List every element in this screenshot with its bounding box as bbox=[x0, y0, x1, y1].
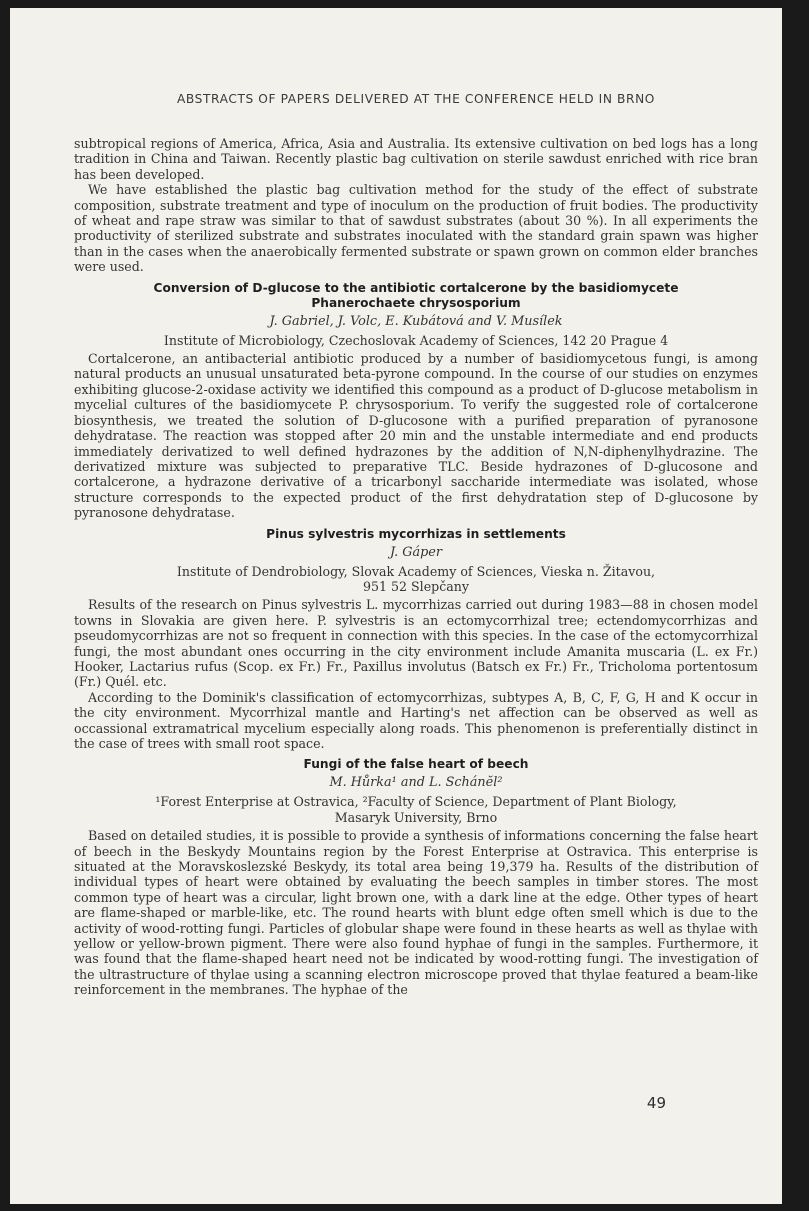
abstract-1-title-line-2: Phanerochaete chrysosporium bbox=[311, 295, 521, 310]
abstract-1-authors: J. Gabriel, J. Volc, E. Kubátová and V. Musílek bbox=[269, 313, 563, 329]
document-page bbox=[10, 8, 782, 1204]
abstract-3-authors: M. Hůrka¹ and L. Schánĕl² bbox=[329, 775, 503, 791]
page-number: 49 bbox=[646, 1094, 666, 1112]
abstract-1-affiliation: Institute of Microbiology, Czechoslovak Academy of Sciences, 142 20 Prague 4 bbox=[163, 332, 669, 348]
abstract-3-affiliation bbox=[74, 794, 758, 825]
abstract-1-title-line-1: Conversion of D-glucose to the antibiotic cortalcerone by the basidiomycete bbox=[153, 280, 679, 295]
abstract-3-affiliation-line-2: Masaryk University, Brno bbox=[334, 809, 498, 825]
abstract-2-authors: J. Gáper bbox=[389, 544, 442, 560]
intro-paragraph-1: subtropical regions of America, Africa, Asia and Australia. Its extensive cultivation on bed logs has a long tradition in China and Taiwan. Recently plastic bag cultivation on sterile sawdust enriched with rice bran has been developed. bbox=[74, 136, 758, 182]
abstract-1-body: Cortalcerone, an antibacterial antibiotic produced by a number of basidiomycetous fungi, is among natural products an unusual unsaturated beta-pyrone compound. In the course of our studies on enzymes exhibiting glucose-2-oxidase activity we identified this compound as a product of D-glucose metabolism in mycelial cultures of the basidiomycete P. chrysosporium. To verify the suggested role of cortalcerone biosynthesis, we treated the solution of D-glucosone with a purified preparation of pyranosone dehydratase. The reaction was stopped after 20 min and the unstable intermediate and end products immediately derivatized to well defined hydrazones by the addition of N,N-diphenylhydrazine. The derivatized mixture was subjected to preparative TLC. Beside hydrazones of D-glucosone and cortalcerone, a hydrazone derivative of a tricarbonyl saccharide intermediate was isolated, whose structure corresponds to the expected product of the first dehydratation step of D-glucosone by pyranosone dehydratase. bbox=[74, 351, 758, 521]
intro-paragraph-2: We have established the plastic bag cultivation method for the study of the effect of substrate composition, substrate treatment and type of inoculum on the production of fruit bodies. The productivity of wheat and rape straw was similar to that of sawdust substrates (about 30 %). In all experiments the productivity of sterilized substrate and substrates inoculated with the standard grain spawn was higher than in the cases when the anaerobically fermented substrate or spawn grown on common elder branches were used. bbox=[74, 182, 758, 275]
running-head: ABSTRACTS OF PAPERS DELIVERED AT THE CONFERENCE HELD IN BRNO bbox=[176, 92, 655, 106]
abstract-2-affiliation bbox=[74, 564, 758, 595]
abstract-2-paragraph-1: Results of the research on Pinus sylvestris L. mycorrhizas carried out during 1983—88 in chosen model towns in Slovakia are given here. P. sylvestris is an ectomycorrhizal tree; ectendomycorrhizas and pseudomycorrhizas are not so frequent in connection with this species. In the case of the ectomycorrhizal fungi, the most abundant ones occurring in the city environment include Amanita muscaria (L. ex Fr.) Hooker, Lactarius rufus (Scop. ex Fr.) Fr., Paxillus involutus (Batsch ex Fr.) Fr., Tricholoma portentosum (Fr.) Quél. etc. bbox=[74, 597, 758, 690]
abstract-2-affiliation-line-2: 951 52 Slepčany bbox=[362, 578, 470, 594]
abstract-2-title: Pinus sylvestris mycorrhizas in settlements bbox=[266, 526, 566, 541]
abstract-3-title: Fungi of the false heart of beech bbox=[303, 757, 529, 772]
abstract-3-body: Based on detailed studies, it is possible to provide a synthesis of informations concerning the false heart of beech in the Beskydy Mountains region by the Forest Enterprise at Ostravica. This enterprise is situated at the Moravskoslezské Beskydy, its total area being 19,379 ha. Results of the distribution of individual types of heart were obtained by evaluating the beech samples in timber stores. The most common type of heart was a circular, light brown one, with a dark line at the edge. Other types of heart are flame-shaped or marble-like, etc. The round hearts with blunt edge often smell which is due to the activity of wood-rotting fungi. Particles of globular shape were found in these hearts as well as thylae with yellow or yellow-brown pigment. There were also found hyphae of fungi in the samples. Furthermore, it was found that the flame-shaped heart need not be indicated by wood-rotting fungi. The investigation of the ultrastructure of thylae using a scanning electron microscope proved that thylae featured a beam-like reinforcement in the membranes. The hyphae of the bbox=[74, 828, 758, 998]
abstract-2-paragraph-2: According to the Dominik's classification of ectomycorrhizas, subtypes A, B, C, F, G, H and K occur in the city environment. Mycorrhizal mantle and Harting's net affection can be observed as well as occassional extramatrical mycelium especially along roads. This phenomenon is preferentially distinct in the case of trees with small root space. bbox=[74, 689, 758, 751]
abstract-1-title bbox=[74, 281, 758, 311]
abstract-2-affiliation-line-1: Institute of Dendrobiology, Slovak Academy of Sciences, Vieska n. Žitavou, bbox=[176, 563, 656, 579]
abstract-3-affiliation-line-1: ¹Forest Enterprise at Ostravica, ²Faculty of Science, Department of Plant Biology, bbox=[155, 794, 677, 810]
